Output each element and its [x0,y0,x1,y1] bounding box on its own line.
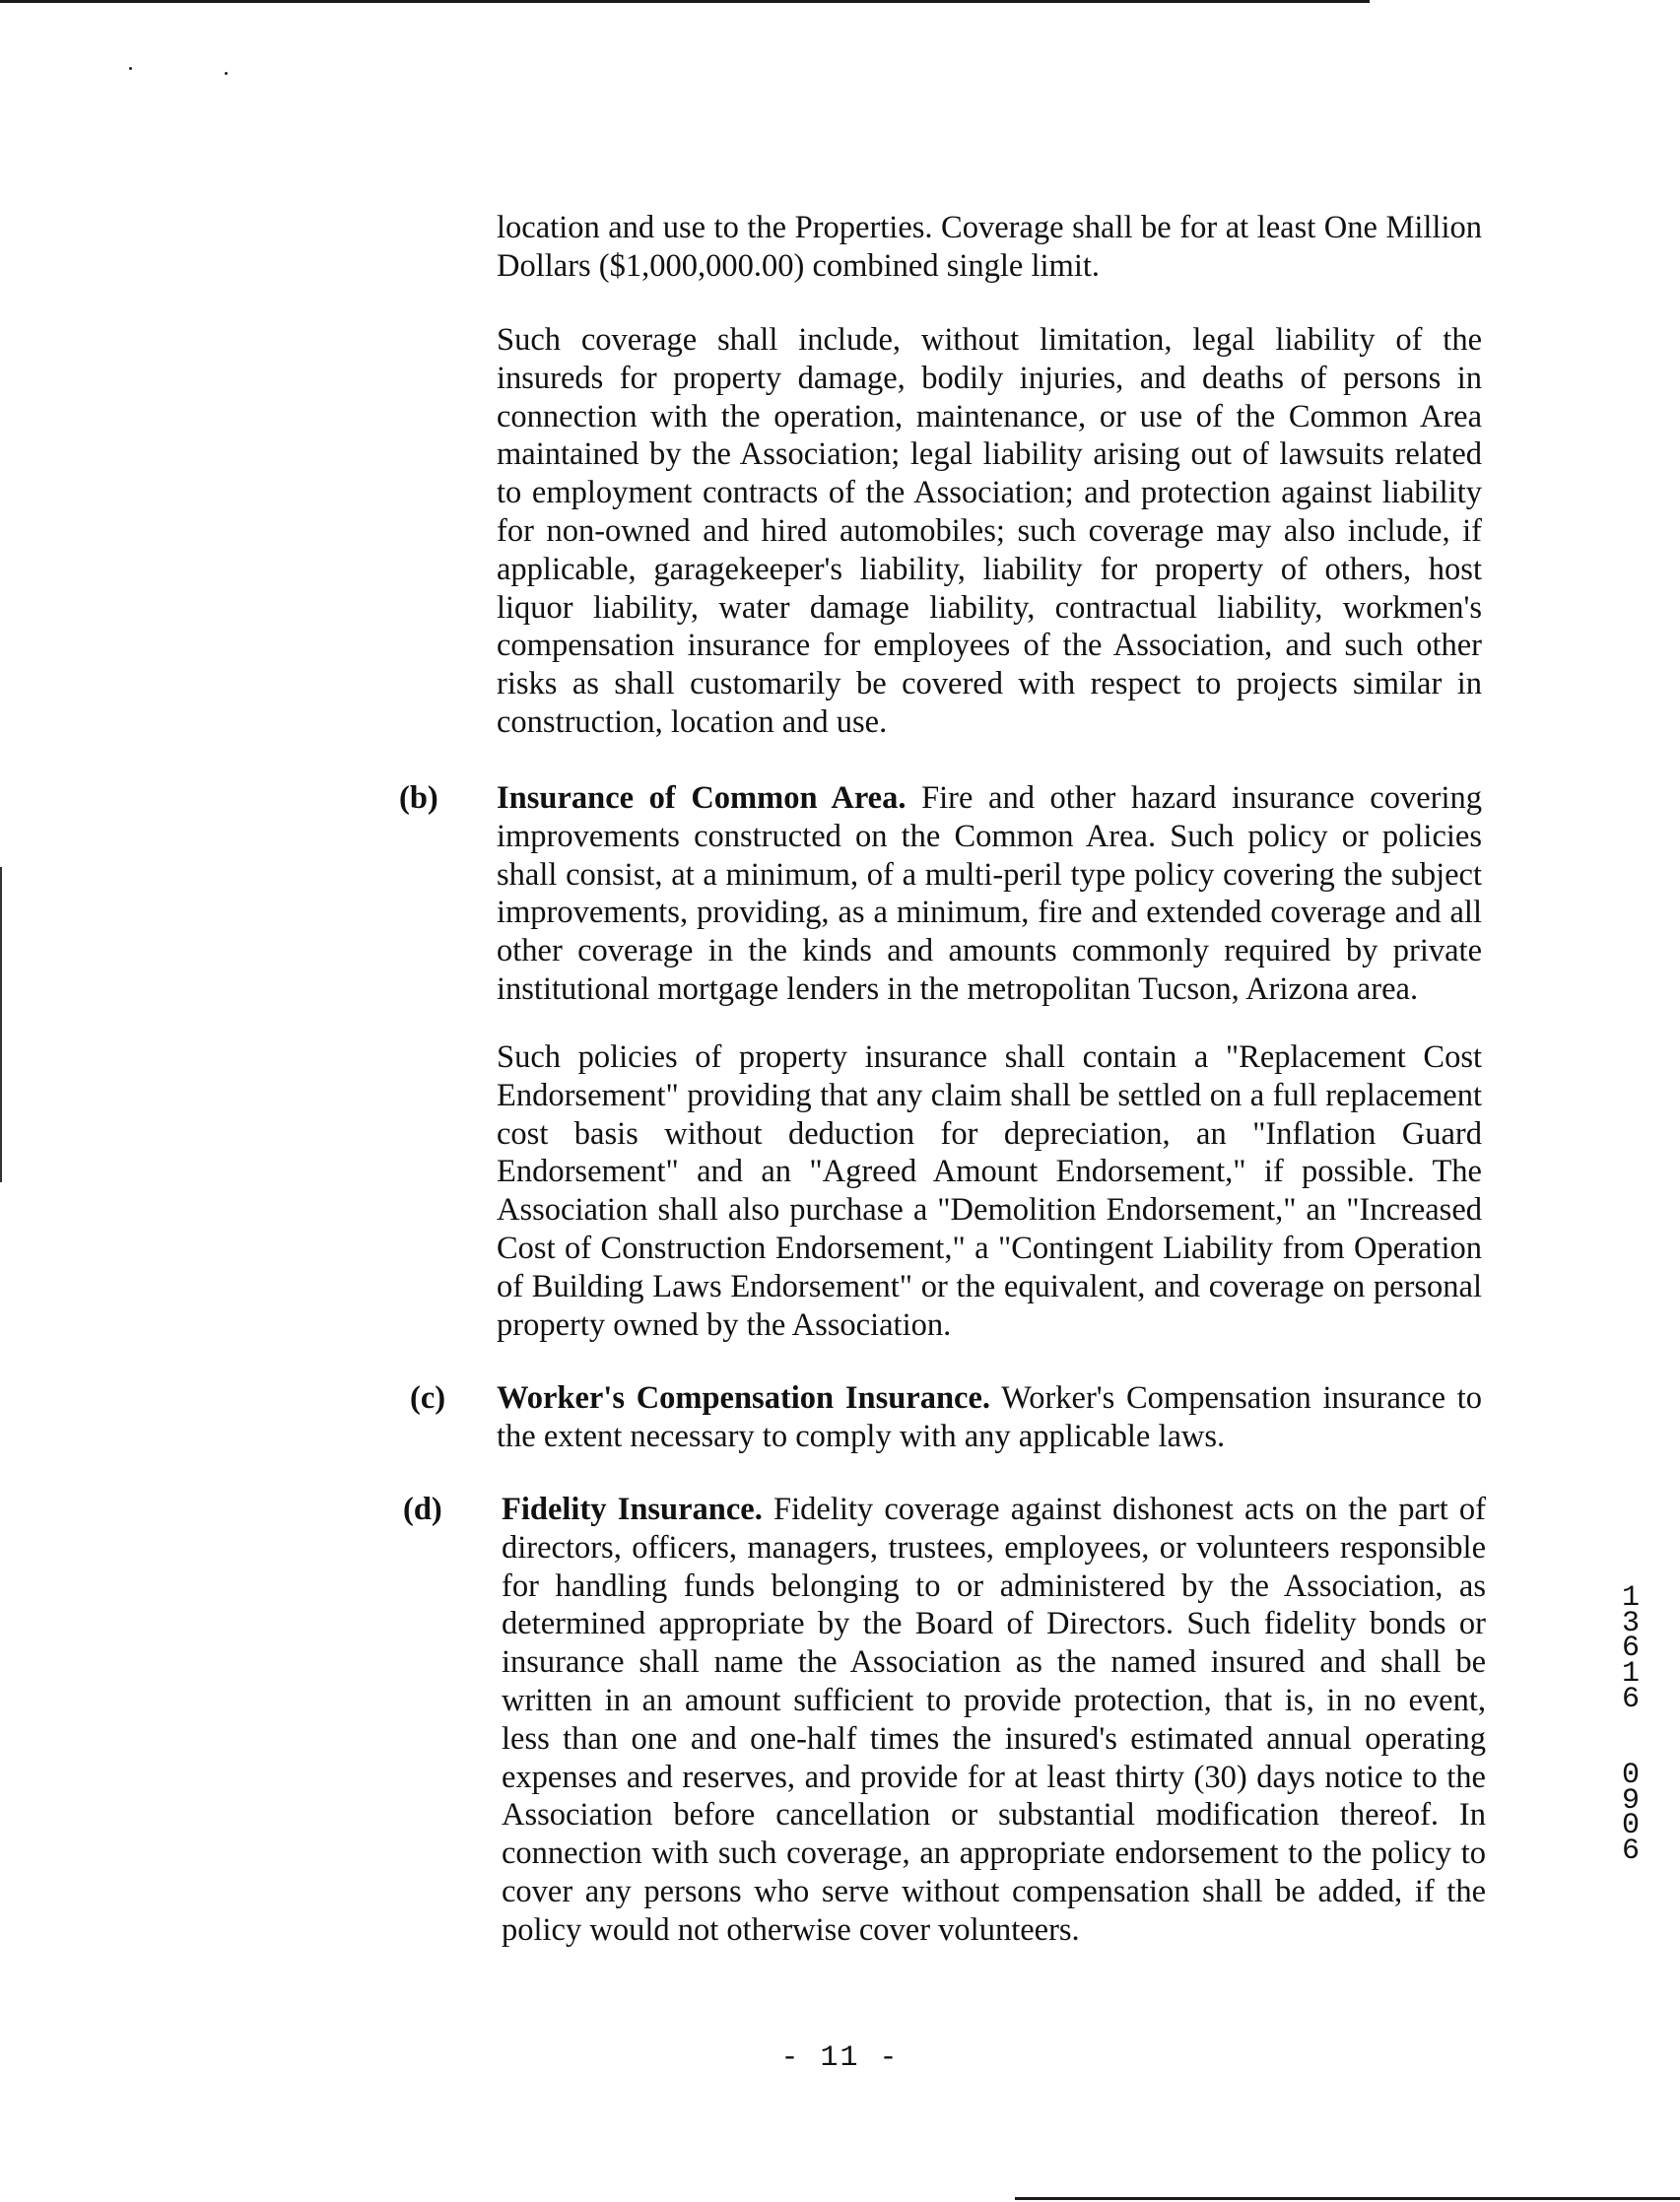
section-d-fidelity-insurance [502,1491,1486,1950]
scan-speck [225,72,228,75]
section-label-b: (b) [399,780,438,816]
scan-bottom-border [1015,2197,1680,2200]
paragraph-coverage-limit [497,209,1482,286]
page-number: - 11 - [780,2041,900,2075]
section-b-insurance-of-common-area [497,779,1482,1009]
scan-speck [129,67,132,70]
paragraph-text: Such policies of property insurance shall contain a "Replacement Cost Endorsement" providing that any claim shall be settled on a full replacement cost basis without deduction for depreciation, an "Inflation Guard Endorsement" and an "Agreed Amount Endorsement," if possible. The Association shall also purchase a "Demolition Endorsement," an "Increased Cost of Construction Endorsement," a "Contingent Liability from Operation of Building Laws Endorsement" or the equivalent, and coverage on personal property owned by the Association. [497,1039,1482,1343]
section-heading: Worker's Compensation Insurance. [497,1380,991,1416]
section-heading: Insurance of Common Area. [497,780,907,816]
recording-number-text: 1 3 6 1 6 0 9 0 6 [1621,1581,1640,1869]
paragraph-coverage-scope [497,321,1482,742]
scan-top-border [0,0,1370,3]
section-label-d: (d) [403,1492,442,1527]
scan-left-edge [0,867,2,1182]
recording-number-stamp [1613,1581,1648,1869]
section-text: Worker's Compensation insurance to the extent necessary to comply with any applicable laws. [497,1380,1482,1454]
paragraph-property-insurance-endorsements [497,1038,1482,1344]
paragraph-text: Such coverage shall include, without limitation, legal liability of the insureds for property damage, bodily injuries, and deaths of persons in connection with the operation, maintenance, or use of the Common Area maintained by the Association; legal liability arising out of lawsuits related to employment contracts of the Association; and protection against liability for non-owned and hired automobiles; such coverage may also include, if applicable, garagekeeper's liability, liability for property of others, host liquor liability, water damage liability, contractual liability, workmen's compensation insurance for employees of the Association, and such other risks as shall customarily be covered with respect to projects similar in construction, location and use. [497,322,1482,740]
section-text: Fire and other hazard insurance covering improvements constructed on the Common Area. Such policy or policies shall consist, at a minimum, of a multi-peril type policy covering the subject improvements, providing, as a minimum, fire and extended coverage and all other coverage in the kinds and amounts commonly required by private institutional mortgage lenders in the metropolitan Tucson, Arizona area. [497,780,1482,1007]
section-heading: Fidelity Insurance. [502,1492,763,1527]
section-label-c: (c) [410,1380,446,1416]
paragraph-text: location and use to the Properties. Coverage shall be for at least One Million Dollars ($1,000,000.00) combined single limit. [497,210,1482,284]
section-text: Fidelity coverage against dishonest acts on the part of directors, officers, managers, trustees, employees, or volunteers responsible for handling funds belonging to or administered by the Association, as determined appropriate by the Board of Directors. Such fidelity bonds or insurance shall name the Association as the named insured and shall be written in an amount sufficient to provide protection, that is, in no event, less than one and one-half times the insured's estimated annual operating expenses and reserves, and provide for at least thirty (30) days notice to the Association before cancellation or substantial modification thereof. In connection with such coverage, an appropriate endorsement to the policy to cover any persons who serve without compensation shall be added, if the policy would not otherwise cover volunteers. [502,1492,1486,1948]
section-c-workers-compensation [497,1379,1482,1456]
